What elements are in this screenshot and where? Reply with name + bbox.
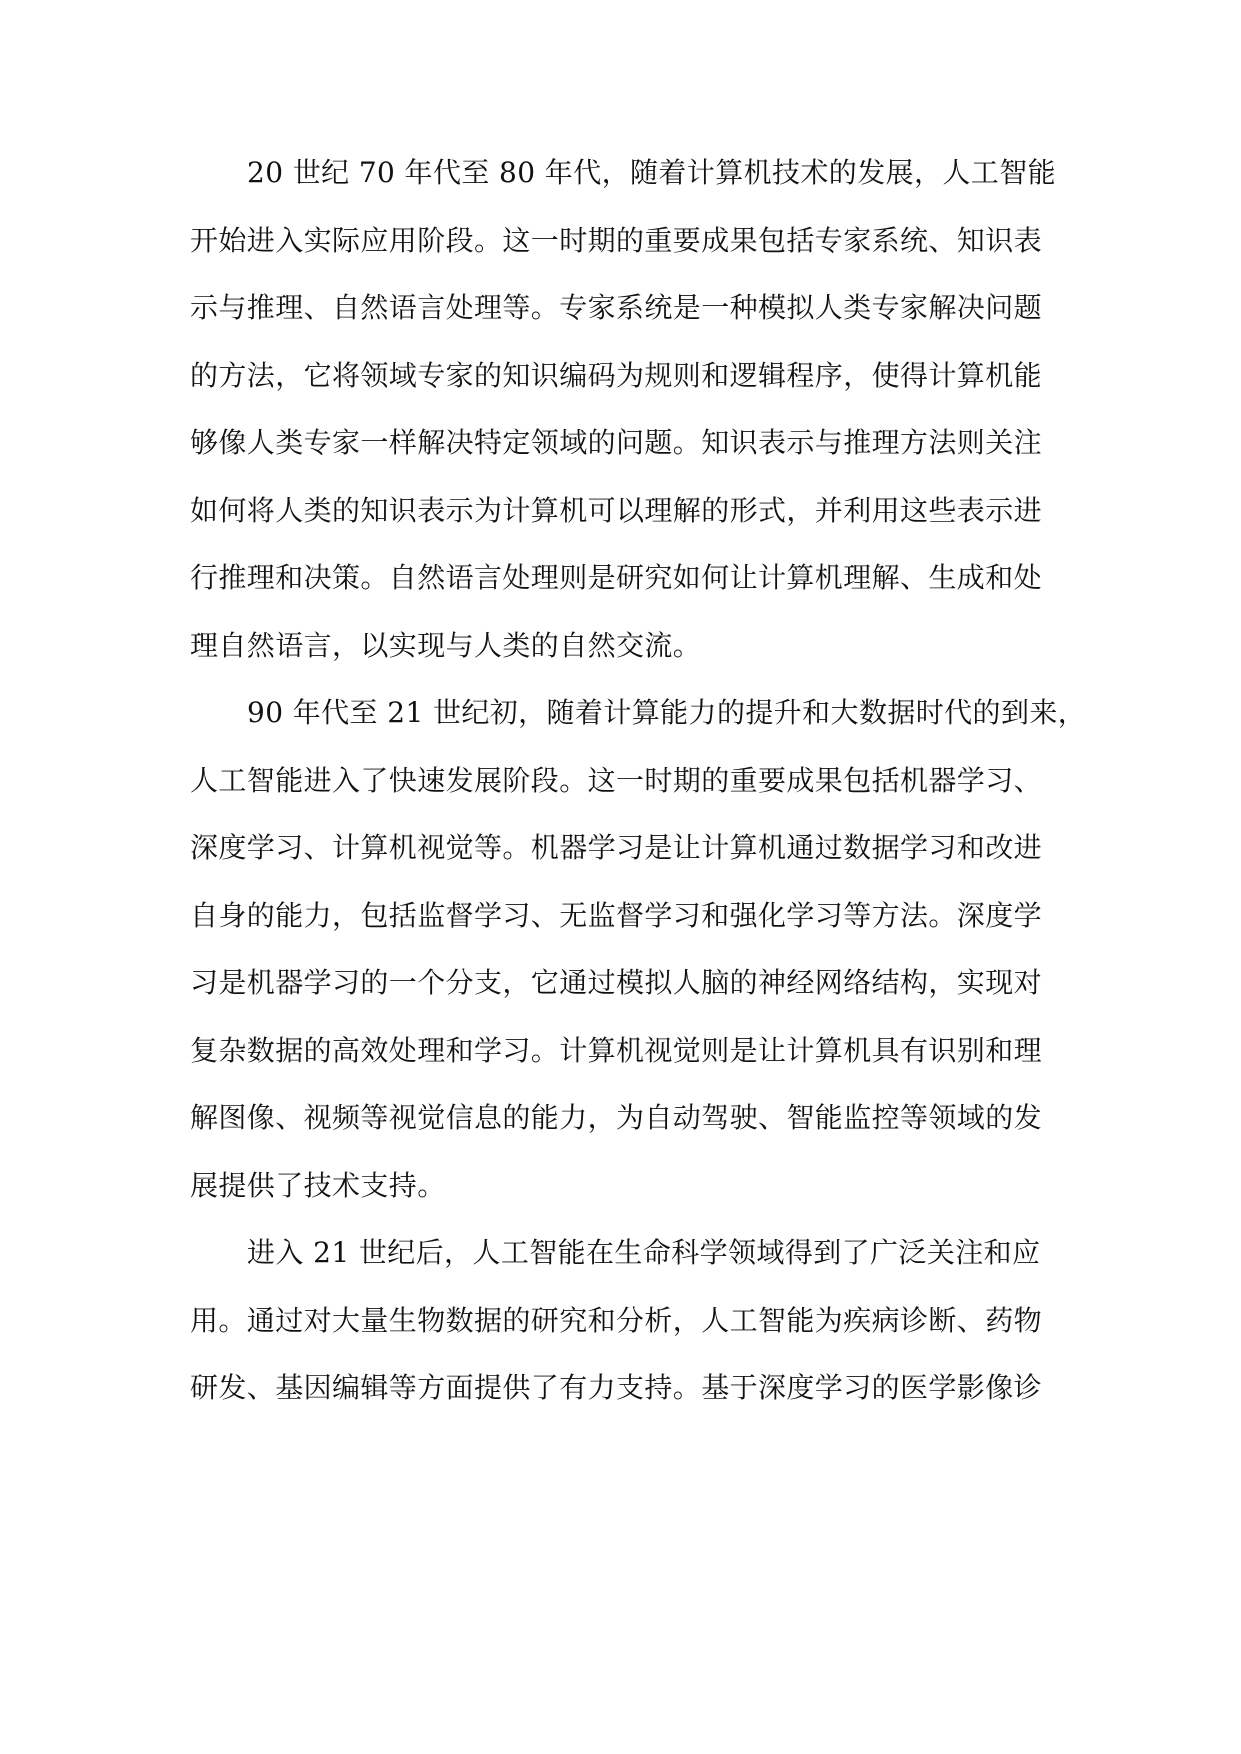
paragraph-1-line-8: 理自然语言，以实现与人类的自然交流。	[190, 629, 702, 662]
paragraph-2-line-7: 解图像、视频等视觉信息的能力，为自动驾驶、智能监控等领域的发	[190, 1101, 1043, 1134]
paragraph-1-line-5: 够像人类专家一样解决特定领域的问题。知识表示与推理方法则关注	[190, 426, 1043, 459]
paragraph-1-line-2: 开始进入实际应用阶段。这一时期的重要成果包括专家系统、知识表	[190, 224, 1043, 257]
paragraph-1-line-6: 如何将人类的知识表示为计算机可以理解的形式，并利用这些表示进	[190, 494, 1043, 527]
paragraph-1-line-4: 的方法，它将领域专家的知识编码为规则和逻辑程序，使得计算机能	[190, 359, 1043, 392]
paragraph-2-line-2: 人工智能进入了快速发展阶段。这一时期的重要成果包括机器学习、	[190, 764, 1043, 797]
paragraph-3-line-2: 用。通过对大量生物数据的研究和分析，人工智能为疾病诊断、药物	[190, 1304, 1043, 1337]
paragraph-3-line-1: 进入 21 世纪后，人工智能在生命科学领域得到了广泛关注和应	[247, 1236, 1041, 1269]
paragraph-1-line-1: 20 世纪 70 年代至 80 年代，随着计算机技术的发展，人工智能	[247, 156, 1056, 189]
paragraph-3-line-3: 研发、基因编辑等方面提供了有力支持。基于深度学习的医学影像诊	[190, 1371, 1043, 1404]
paragraph-2-line-4: 自身的能力，包括监督学习、无监督学习和强化学习等方法。深度学	[190, 899, 1043, 932]
paragraph-1-line-3: 示与推理、自然语言处理等。专家系统是一种模拟人类专家解决问题	[190, 291, 1043, 324]
paragraph-2-line-8: 展提供了技术支持。	[190, 1169, 446, 1202]
paragraph-1-line-7: 行推理和决策。自然语言处理则是研究如何让计算机理解、生成和处	[190, 561, 1043, 594]
paragraph-2-line-3: 深度学习、计算机视觉等。机器学习是让计算机通过数据学习和改进	[190, 831, 1043, 864]
paragraph-2-line-1: 90 年代至 21 世纪初，随着计算能力的提升和大数据时代的到来，	[247, 696, 1087, 729]
paragraph-2-line-5: 习是机器学习的一个分支，它通过模拟人脑的神经网络结构，实现对	[190, 966, 1043, 999]
paragraph-2-line-6: 复杂数据的高效处理和学习。计算机视觉则是让计算机具有识别和理	[190, 1034, 1043, 1067]
